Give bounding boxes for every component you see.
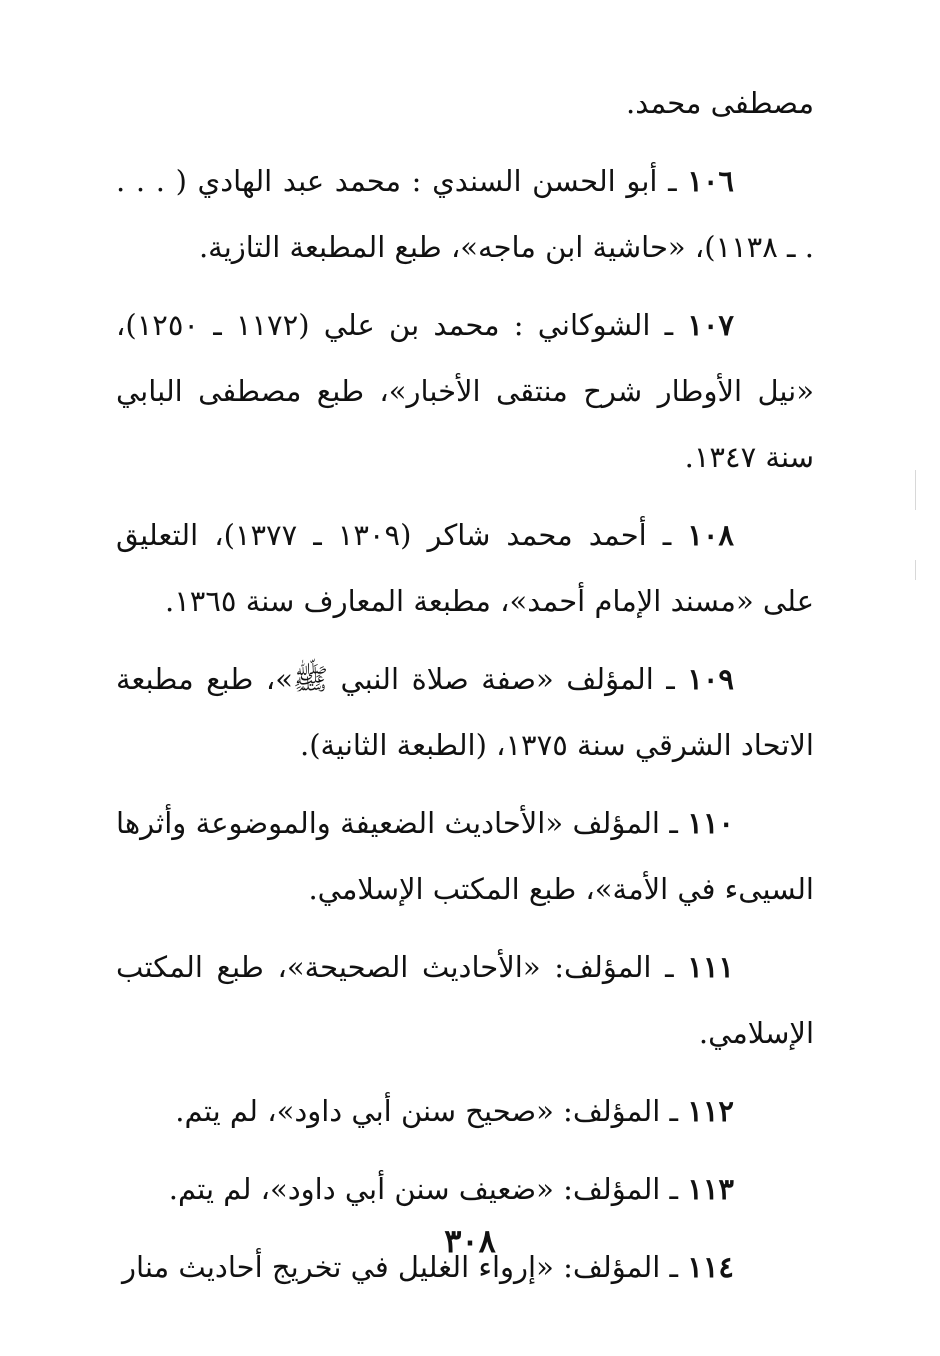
bibliography-entry (116, 292, 814, 490)
entry-number: ١١٢ (687, 1094, 734, 1128)
entry-number: ١٠٩ (687, 662, 734, 696)
scan-edge-mark (915, 470, 916, 510)
entry-text: ـ المؤلف: «إرواء الغليل في تخريج أحاديث منار (122, 1250, 679, 1284)
bibliography-entry (116, 1156, 814, 1222)
body-text (116, 70, 814, 1312)
entry-text: ـ المؤلف «الأحاديث الضعيفة والموضوعة وأثرها السيىء في الأمة»، طبع المكتب الإسلامي. (116, 806, 814, 906)
entry-number: ١١٤ (687, 1250, 734, 1284)
entry-text: ـ المؤلف «صفة صلاة النبي ﷺ»، طبع مطبعة الاتحاد الشرقي سنة ١٣٧٥، (الطبعة الثانية). (116, 662, 814, 762)
entry-number: ١١٣ (687, 1172, 734, 1206)
scan-edge-mark (915, 560, 916, 580)
bibliography-entry (116, 1078, 814, 1144)
entry-number: ١٠٧ (687, 308, 735, 342)
entry-number: ١١٠ (687, 806, 734, 840)
entry-text: ـ المؤلف: «ضعيف سنن أبي داود»، لم يتم. (168, 1172, 679, 1206)
bibliography-entry (116, 790, 814, 922)
entry-text: ـ أحمد محمد شاكر (١٣٠٩ ـ ١٣٧٧)، التعليق على «مسند الإمام أحمد»، مطبعة المعارف سنة ١٣٦٥. (116, 518, 814, 618)
bibliography-entry (116, 502, 814, 634)
continuation-line: مصطفى محمد. (626, 86, 814, 120)
entry-number: ١٠٦ (687, 164, 735, 198)
page-number: ٣٠٨ (444, 1222, 496, 1260)
entry-number: ١١١ (687, 950, 735, 984)
bibliography-entry (116, 646, 814, 778)
entry-text: ـ المؤلف: «الأحاديث الصحيحة»، طبع المكتب الإسلامي. (116, 950, 814, 1050)
entry-text: ـ المؤلف: «صحيح سنن أبي داود»، لم يتم. (175, 1094, 679, 1128)
bibliography-entry (116, 148, 814, 280)
bibliography-entry (116, 934, 814, 1066)
entry-text: ـ أبو الحسن السندي : محمد عبد الهادي ( . . . . ـ ١١٣٨)، «حاشية ابن ماجه»، طبع المطبعة التازية. (116, 164, 814, 264)
entry-text: ـ الشوكاني : محمد بن علي (١١٧٢ ـ ١٢٥٠)، «نيل الأوطار شرح منتقى الأخبار»، طبع مصطفى البابي سنة ١٣٤٧. (116, 308, 814, 474)
entry-number: ١٠٨ (687, 518, 734, 552)
